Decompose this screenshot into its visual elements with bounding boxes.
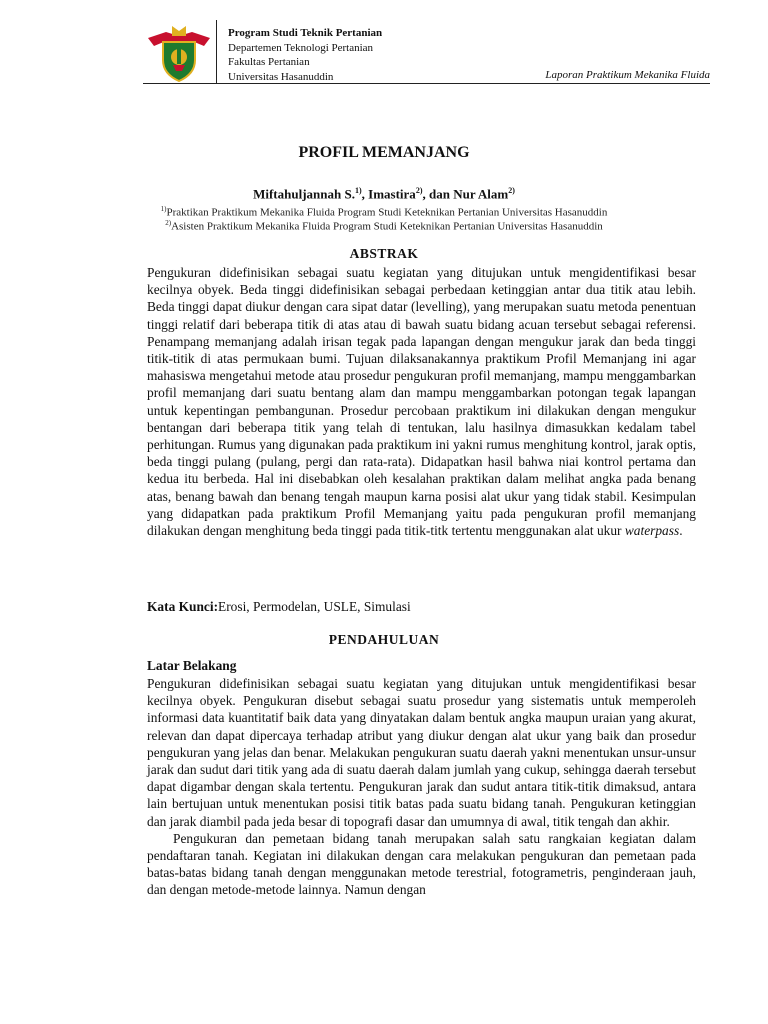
university-name: Universitas Hasanuddin <box>228 70 334 83</box>
keywords-label: Kata Kunci: <box>147 599 219 614</box>
keywords-line <box>147 599 411 615</box>
paper-title: PROFIL MEMANJANG <box>298 144 470 161</box>
keywords-value: Erosi, Permodelan, USLE, Simulasi <box>218 599 411 614</box>
abstract-heading: ABSTRAK <box>349 246 419 261</box>
introduction-body <box>147 675 696 899</box>
author-superscript: 2) <box>415 186 423 195</box>
author-name: , Imastira <box>361 186 416 202</box>
abstract-italic-term: waterpass <box>624 523 680 539</box>
introduction-paragraph-2: Pengukuran dan pemetaan bidang tanah merupakan salah satu rangkaian kegiatan dalam pendaftaran tanah. Kegiatan ini dilakukan dengan cara melakukan pengukuran dan pemetaan pada batas-batas bidang tanah dengan menggunakan metode terestrial, fotogrametris, penginderaan jauh, dan dengan metode-metode lainnya. Namun dengan <box>147 830 696 898</box>
affiliation-superscript: 1) <box>160 205 167 213</box>
author-superscript: 2) <box>508 186 515 195</box>
university-crest-icon <box>146 24 212 82</box>
affiliation-1 <box>0 205 768 219</box>
header-divider <box>216 20 217 84</box>
page-header <box>143 20 710 84</box>
header-rule <box>143 83 710 84</box>
department-name: Departemen Teknologi Pertanian <box>228 41 374 54</box>
report-title: Laporan Praktikum Mekanika Fluida <box>545 69 710 81</box>
faculty-name: Fakultas Pertanian <box>228 56 310 68</box>
introduction-heading: PENDAHULUAN <box>328 632 440 647</box>
introduction-paragraph-1: Pengukuran didefinisikan sebagai suatu kegiatan yang ditujukan untuk mengidentifikasi besar kecilnya obyek. Pengukuran disebut sebagai suatu prosedur yang sistematis untuk memperoleh informasi data kuantitatif baik data yang dinyatakan dalam bentuk angka maupun uraian yang akurat, relevan dan dapat dipercaya terhadap atribut yang diukur dengan alat ukur yang baik dan prosedur pengukuran yang jelas dan benar. Melakukan pengukuran suatu daerah yakni menentukan unsur-unsur jarak dan sudut dari titik yang ada di suatu daerah dalam jumlah yang cukup, sehingga daerah tersebut dapat digambar dengan skala tertentu. Pengukuran jarak dan sudut antara titik-titik dimaksud, antara lain bertujuan untuk menentukan posisi titik batas pada suatu bidang tanah. Pengukuran ketinggian dan jarak diambil pada jeda besar di topografi dasar dan umumnya di awal, titik tengah dan akhir. <box>147 676 696 829</box>
affiliation-text: Asisten Praktikum Mekanika Fluida Program Studi Keteknikan Pertanian Universitas Hasanuddin <box>171 220 603 233</box>
author-list <box>0 186 768 202</box>
affiliation-2 <box>0 219 768 233</box>
abstract-paragraph <box>147 264 696 539</box>
affiliation-superscript: 2) <box>165 219 172 227</box>
author-superscript: 1) <box>354 186 362 195</box>
background-subheading: Latar Belakang <box>147 658 237 673</box>
author-name: Miftahuljannah S. <box>253 186 355 202</box>
affiliation-text: Praktikan Praktikum Mekanika Fluida Program Studi Keteknikan Pertanian Universitas Hasanuddin <box>166 206 608 219</box>
abstract-body <box>147 264 696 539</box>
abstract-text: Pengukuran didefinisikan sebagai suatu kegiatan yang ditujukan untuk mengidentifikasi besar kecilnya obyek. Beda tinggi didefinisikan sebagai perbedaan ketinggian antar dua titik atau lebih. Beda tinggi dapat diukur dengan cara sipat datar (levelling), yang merupakan suatu metoda penentuan tinggi relatif dari beberapa titik di atas atau di bawah suatu bidang acuan tersebut sebagai referensi. Penampang memanjang adalah irisan tegak pada lapangan dengan mengukur jarak dan beda tinggi titik-titik di atas permukaan bumi. Tujuan dilaksanakannya praktikum Profil Memanjang ini agar mahasiswa mengetahui metode atau prosedur pengukuran profil memanjang, mampu menggambarkan profil memanjang dari suatu bentang alam dan mampu menggambarkan potongan tegak lapangan untuk kepentingan pembangunan. Prosedur percobaan praktikum ini dilakukan dengan mengukur bentangan dari beberapa titik yang telah di tentukan, lalu hasilnya dimasukkan kedalam tabel perhitungan. Rumus yang digunakan pada praktikum ini yakni rumus menghitung kontrol, jarak optis, beda tinggi pulang (pulang, pergi dan rata-rata). Didapatkan hasil bahwa niai kontrol pertama dan kedua itu berbeda. Hal ini disebabkan oleh kesalahan praktikan dalam melihat angka pada benang atas, benang bawah dan benang tengah maupun karna posisi alat ukur yang tidak stabil. Kesimpulan yang didapatkan pada praktikum Profil Memanjang yaitu pada pengukuran profil memanjang dilakukan dengan menghitung beda tinggi pada titik-titk tertentu menggunakan alat ukur <box>147 265 696 539</box>
author-name: , dan Nur Alam <box>422 186 509 202</box>
program-name: Program Studi Teknik Pertanian <box>228 27 383 39</box>
abstract-text-end: . <box>679 523 683 539</box>
